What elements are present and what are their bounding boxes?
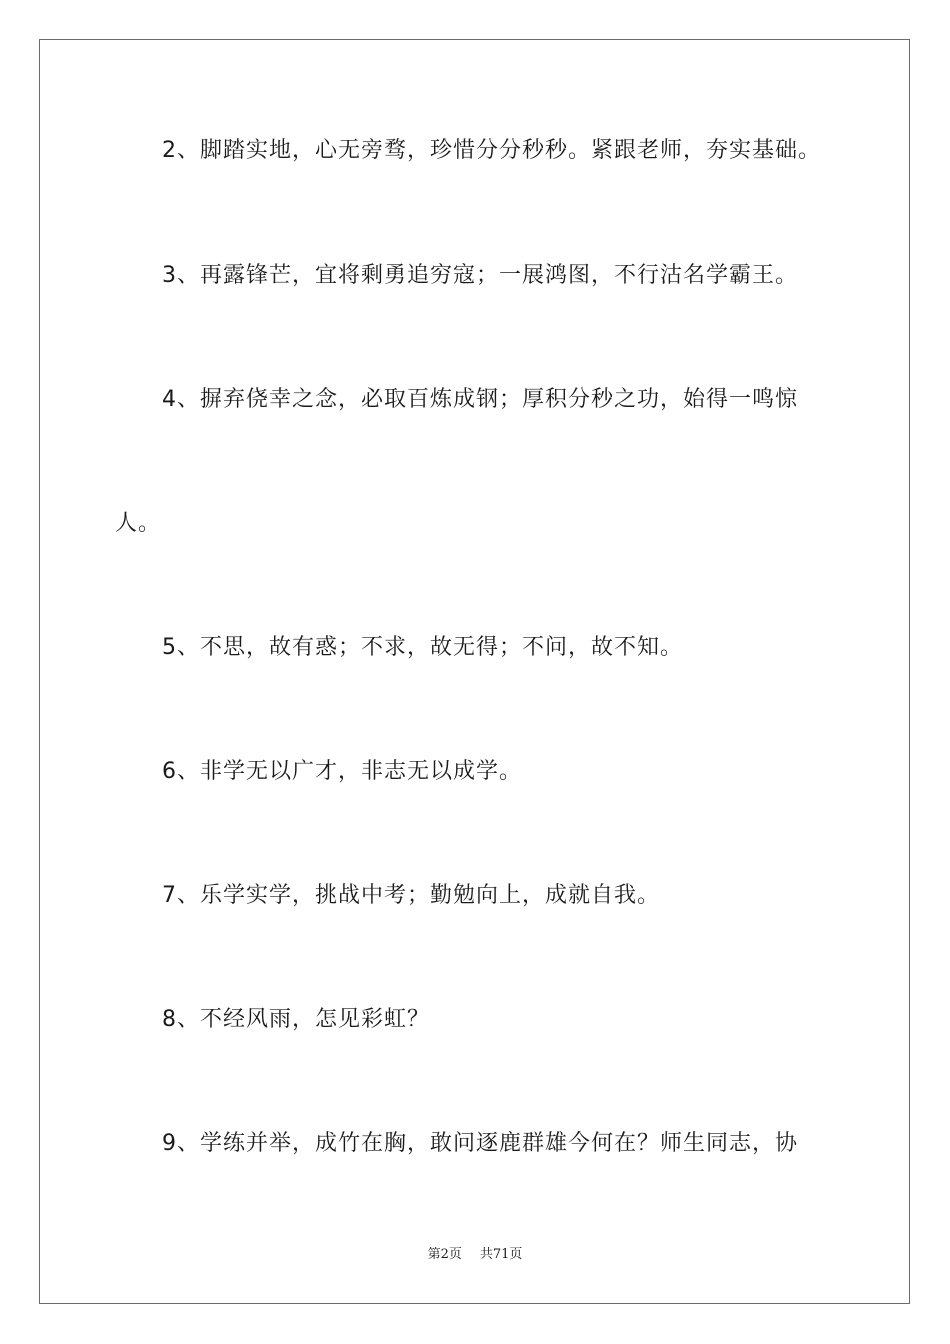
paragraph-line-2: 3、再露锋芒，宜将剩勇追穷寇；一展鸿图，不行沽名学霸王。: [162, 263, 798, 288]
total-page-count: 共71页: [479, 1247, 523, 1262]
paragraph-line-6: 7、乐学实学，挑战中考；勤勉向上，成就自我。: [162, 883, 660, 908]
paragraph-line-4: 5、不思，故有惑；不求，故无得；不问，故不知。: [162, 635, 683, 660]
page-border: [39, 39, 910, 1304]
current-page-number: 第2页: [427, 1247, 462, 1262]
paragraph-line-3: 4、摒弃侥幸之念，必取百炼成钢；厚积分秒之功，始得一鸣惊: [162, 387, 798, 412]
paragraph-line-7: 8、不经风雨，怎见彩虹？: [162, 1007, 430, 1032]
paragraph-line-1: 2、脚踏实地，心无旁骛，珍惜分分秒秒。紧跟老师，夯实基础。: [162, 138, 821, 163]
page-footer: [0, 1246, 950, 1264]
paragraph-line-8: 9、学练并举，成竹在胸，敢问逐鹿群雄今何在？师生同志，协: [162, 1131, 798, 1156]
paragraph-line-3-continuation: 人。: [115, 511, 162, 536]
paragraph-line-5: 6、非学无以广才，非志无以成学。: [162, 759, 522, 784]
